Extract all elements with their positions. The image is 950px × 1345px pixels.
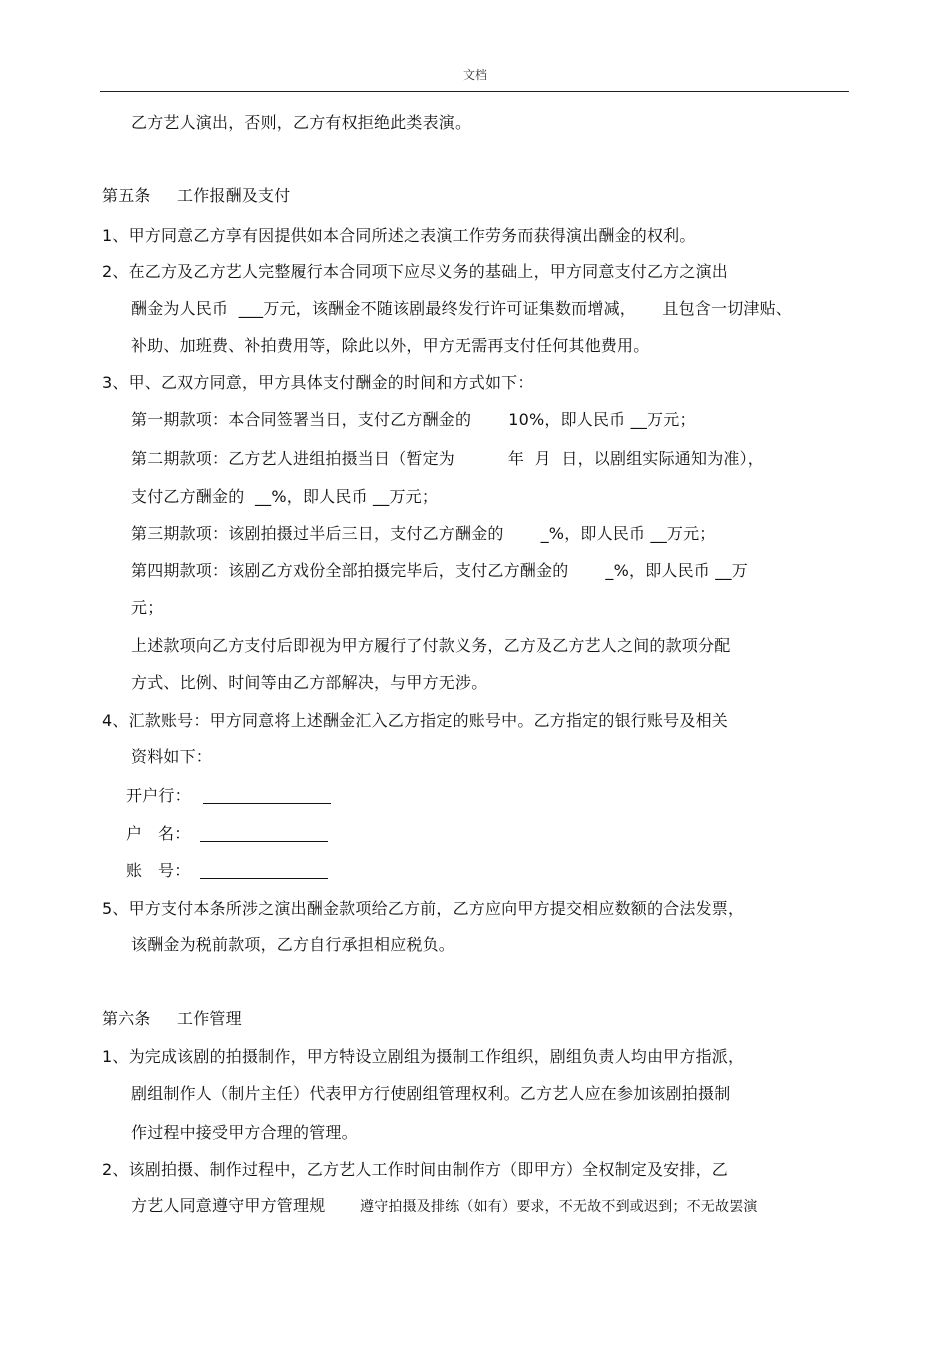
clause-line: 2、在乙方及乙方艺人完整履行本合同项下应尽义务的基础上，甲方同意支付乙方之演出 xyxy=(102,262,728,281)
clause-line: 方艺人同意遵守甲方管理规 xyxy=(131,1196,336,1215)
bank-field-blank xyxy=(203,789,331,804)
bank-field-label: 开户行： xyxy=(126,786,191,805)
section-heading: 第五条 工作报酬及支付 xyxy=(102,186,291,205)
payment-line: 第二期款项：乙方艺人进组拍摄当日（暂定为 年 月 日，以剧组实际通知为准）， xyxy=(131,449,765,468)
clause-line: 酬金为人民币 ___万元，该酬金不随该剧最终发行许可证集数而增减， 且包含一切津贴、 xyxy=(131,299,793,318)
section-heading: 第六条 工作管理 xyxy=(102,1009,242,1028)
header-rule xyxy=(100,91,849,92)
payment-line: 支付乙方酬金的 __%，即人民币 __万元； xyxy=(131,487,439,506)
clause-line: 1、甲方同意乙方享有因提供如本合同所述之表演工作劳务而获得演出酬金的权利。 xyxy=(102,226,696,245)
clause-line: 上述款项向乙方支付后即视为甲方履行了付款义务，乙方及乙方艺人之间的款项分配 xyxy=(131,636,731,655)
account-number-blank xyxy=(200,864,328,879)
clause-line: 该酬金为税前款项，乙方自行承担相应税负。 xyxy=(131,935,456,954)
clause-line-small: 遵守拍摄及排练（如有）要求，不无故不到或迟到；不无故罢演 xyxy=(360,1199,758,1215)
clause-line: 剧组制作人（制片主任）代表甲方行使剧组管理权利。乙方艺人应在参加该剧拍摄制 xyxy=(131,1084,731,1103)
clause-line: 5、甲方支付本条所涉之演出酬金款项给乙方前，乙方应向甲方提交相应数额的合法发票， xyxy=(102,899,745,918)
account-number-label: 账 号： xyxy=(126,861,191,880)
clause-line: 补助、加班费、补拍费用等，除此以外，甲方无需再支付任何其他费用。 xyxy=(131,336,650,355)
page-header: 文档 xyxy=(462,68,487,82)
payment-line: 第四期款项：该剧乙方戏份全部拍摄完毕后，支付乙方酬金的 _%，即人民币 __万 xyxy=(131,561,748,580)
clause-line: 3、甲、乙双方同意，甲方具体支付酬金的时间和方式如下： xyxy=(102,373,534,392)
payment-line: 元； xyxy=(131,598,164,617)
paragraph-line: 乙方艺人演出，否则，乙方有权拒绝此类表演。 xyxy=(131,113,472,132)
clause-line: 资料如下： xyxy=(131,747,213,766)
clause-line: 2、该剧拍摄、制作过程中，乙方艺人工作时间由制作方（即甲方）全权制定及安排，乙 xyxy=(102,1160,728,1179)
clause-line: 1、为完成该剧的拍摄制作，甲方特设立剧组为摄制工作组织，剧组负责人均由甲方指派， xyxy=(102,1047,745,1066)
account-name-label: 户 名： xyxy=(126,824,191,843)
clause-line: 4、汇款账号：甲方同意将上述酬金汇入乙方指定的账号中。乙方指定的银行账号及相关 xyxy=(102,711,728,730)
clause-line: 方式、比例、时间等由乙方部解决，与甲方无涉。 xyxy=(131,673,488,692)
payment-line: 第三期款项：该剧拍摄过半后三日，支付乙方酬金的 _%，即人民币 __万元； xyxy=(131,524,716,543)
account-name-blank xyxy=(200,827,328,842)
payment-line: 第一期款项：本合同签署当日，支付乙方酬金的 10%，即人民币 __万元； xyxy=(131,410,696,429)
clause-line: 作过程中接受甲方合理的管理。 xyxy=(131,1123,358,1142)
